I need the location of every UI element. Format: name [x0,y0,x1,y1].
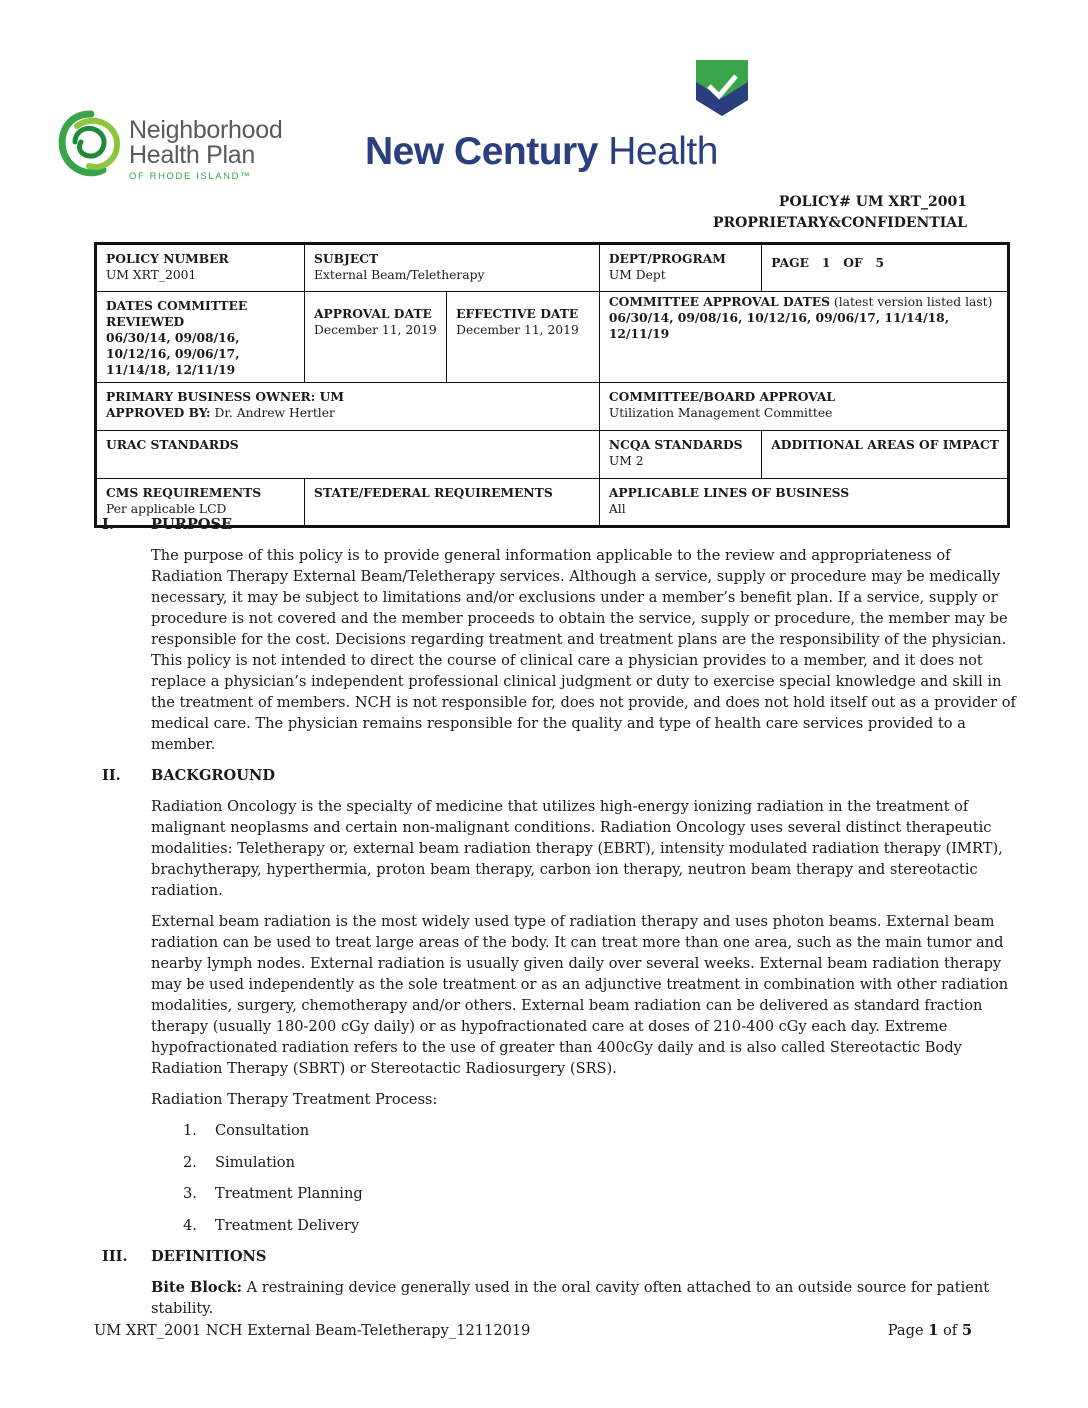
footer-document-name: UM XRT_2001 NCH External Beam-Teletherapy_12112019 [94,1322,531,1339]
nhp-swirl-icon [55,108,127,180]
table-row [96,244,1009,292]
approved-by-label: APPROVED BY: [106,405,211,420]
committee-dates-label: COMMITTEE APPROVAL DATES [608,294,830,309]
section-title: PURPOSE [151,516,233,533]
cell-urac [96,431,600,479]
business-owner-value: UM [315,389,344,404]
section-title: DEFINITIONS [151,1248,267,1265]
business-owner-label: PRIMARY BUSINESS OWNER: [106,389,316,404]
dates-reviewed-value: 06/30/14, 09/08/16, 10/12/16, 09/06/17, 11/14/18, 12/11/19 [106,330,240,377]
nch-wordmark-light: Health [597,130,718,173]
ncqa-value: UM 2 [608,454,644,468]
policy-body [94,514,1024,1329]
lines-of-business-value: All [608,502,626,516]
cms-label: CMS REQUIREMENTS [106,485,262,500]
committee-dates-heading [609,295,993,309]
list-item-text: Simulation [215,1153,295,1171]
policy-header [713,192,967,234]
cell-additional [762,431,1009,479]
nhp-line1: Neighborhood [129,116,283,144]
background-paragraph-1: Radiation Oncology is the specialty of medicine that utilizes high-energy ionizing radiation in the treatment of malignant neoplasms and certain non-malignant conditions. Radiation Oncology uses several distinct therapeutic modalities: Teletherapy or, external beam radiation therapy (EBRT), intensity modulated radiation therapy (IMRT), brachytherapy, hyperthermia, proton beam therapy, carbon ion therapy, neutron beam therapy and stereotactic radiation. [151,798,1003,899]
list-item [151,1183,1024,1204]
definition-bite-block [151,1277,1024,1319]
cell-dept [599,244,761,292]
list-item [151,1215,1024,1236]
nch-wordmark-bold: New Century [365,130,598,173]
definition-text: A restraining device generally used in the oral cavity often attached to an outside source for patient stability. [151,1279,990,1317]
effective-date-value: December 11, 2019 [456,323,579,337]
definition-term: Bite Block: [151,1279,242,1296]
nch-logo [365,60,765,180]
section-heading-background [94,765,1024,786]
page-count-label: PAGE 1 OF 5 [771,255,885,270]
cms-value: Per applicable LCD [106,502,227,516]
confidentiality-label: PROPRIETARY&CONFIDENTIAL [713,215,967,231]
cell-subject [305,244,600,292]
lines-of-business-label: APPLICABLE LINES OF BUSINESS [608,485,850,500]
business-owner-line [106,389,591,405]
subject-label: SUBJECT [314,251,379,266]
footer-page-current: 1 [928,1322,939,1339]
dept-label: DEPT/PROGRAM [608,251,726,266]
state-federal-label: STATE/FEDERAL REQUIREMENTS [314,485,553,500]
footer-page-total: 5 [961,1322,972,1339]
footer-page-word: Page [887,1322,929,1339]
policy-number-value: UM XRT_2001 [106,268,197,282]
background-paragraph-3: Radiation Therapy Treatment Process: [151,1091,438,1108]
list-item-number: 1. [183,1122,197,1139]
nhp-line3: OF RHODE ISLAND™ [129,171,252,182]
treatment-process-list [151,1120,1024,1236]
policy-id: POLICY# UM XRT_2001 [778,194,967,210]
nch-wordmark [365,130,718,174]
subject-value: External Beam/Teletherapy [314,268,485,282]
effective-date-label: EFFECTIVE DATE [456,306,579,321]
urac-label: URAC STANDARDS [106,437,239,452]
list-item [151,1152,1024,1173]
nhp-line2: Health Plan [129,141,255,169]
policy-metadata-table [94,242,1010,528]
list-item-number: 4. [183,1216,197,1234]
cell-page [762,244,1009,292]
section-heading-purpose [94,514,1024,535]
table-row [96,292,1009,383]
dates-reviewed-label: DATES COMMITTEE REVIEWED [106,298,248,329]
dept-value: UM Dept [608,268,666,282]
approval-date-label: APPROVAL DATE [314,306,432,321]
section-heading-definitions [94,1246,1024,1267]
table-row [96,431,1009,479]
cell-committee-dates [599,292,1008,383]
policy-number-label: POLICY NUMBER [106,251,229,266]
cell-business-owner [96,383,600,431]
section-number: I. [102,516,114,533]
background-paragraph-2: External beam radiation is the most widely used type of radiation therapy and uses photon beams. External beam radiation can be used to treat large areas of the body. It can treat more than one area, such as the main tumor and nearby lymph nodes. External radiation is usually given daily over several weeks. External beam radiation therapy may be used independently as the sole treatment or as an adjunctive treatment in combination with other radiation modalities, surgery, chemotherapy and/or others. External beam radiation can be delivered as standard fraction therapy (usually 180-200 cGy daily) or as hypofractionated care at doses of 210-400 cGy each day. Extreme hypofractionated radiation refers to the use of greater than 400cGy daily and is also called Stereotactic Body Radiation Therapy (SBRT) or Stereotactic Radiosurgery (SRS). [151,913,1009,1077]
footer-of-word: of [938,1322,962,1339]
nch-checkmark-icon [696,60,748,116]
list-item-text: Consultation [215,1122,310,1139]
additional-areas-label: ADDITIONAL AREAS OF IMPACT [771,437,999,452]
committee-dates-value: 06/30/14, 09/08/16, 10/12/16, 09/06/17, 11/14/18, 12/11/19 [608,310,950,341]
list-item-number: 2. [183,1153,197,1171]
committee-dates-note: (latest version listed last) [829,295,993,309]
list-item-text: Treatment Delivery [215,1216,360,1234]
approved-by-value: Dr. Andrew Hertler [210,406,335,420]
list-item-number: 3. [183,1185,197,1202]
committee-board-value: Utilization Management Committee [608,406,833,420]
footer-page-number [888,1322,972,1339]
cell-effective-date [447,292,600,383]
section-number: II. [102,767,121,784]
cell-ncqa [599,431,761,479]
cell-policy-number [96,244,305,292]
committee-board-label: COMMITTEE/BOARD APPROVAL [608,389,836,404]
section-number: III. [102,1248,128,1265]
cell-approval-date [305,292,447,383]
approval-date-value: December 11, 2019 [314,323,437,337]
approved-by-line [106,405,591,421]
cell-committee-board [599,383,1008,431]
purpose-paragraph: The purpose of this policy is to provide general information applicable to the review and appropriateness of Radiation Therapy External Beam/Teletherapy services. Although a service, supply or procedure may be medically necessary, it may be subject to limitations and/or exclusions under a member’s benefit plan. If a service, supply or procedure is not covered and the member proceeds to obtain the service, supply or procedure, the member may be responsible for the cost. Decisions regarding treatment and treatment plans are the responsibility of the physician. This policy is not intended to direct the course of clinical care a physician provides to a member, and it does not replace a physician’s independent professional clinical judgment or duty to exercise special knowledge and skill in the treatment of members. NCH is not responsible for, does not provide, and does not hold itself out as a provider of medical care. The physician remains responsible for the quality and type of health care services provided to a member. [151,547,1016,753]
list-item [151,1120,1024,1141]
nhp-logo [55,108,305,183]
section-title: BACKGROUND [151,767,275,784]
ncqa-label: NCQA STANDARDS [608,437,743,452]
list-item-text: Treatment Planning [215,1185,363,1202]
cell-dates-reviewed [96,292,305,383]
table-row [96,383,1009,431]
